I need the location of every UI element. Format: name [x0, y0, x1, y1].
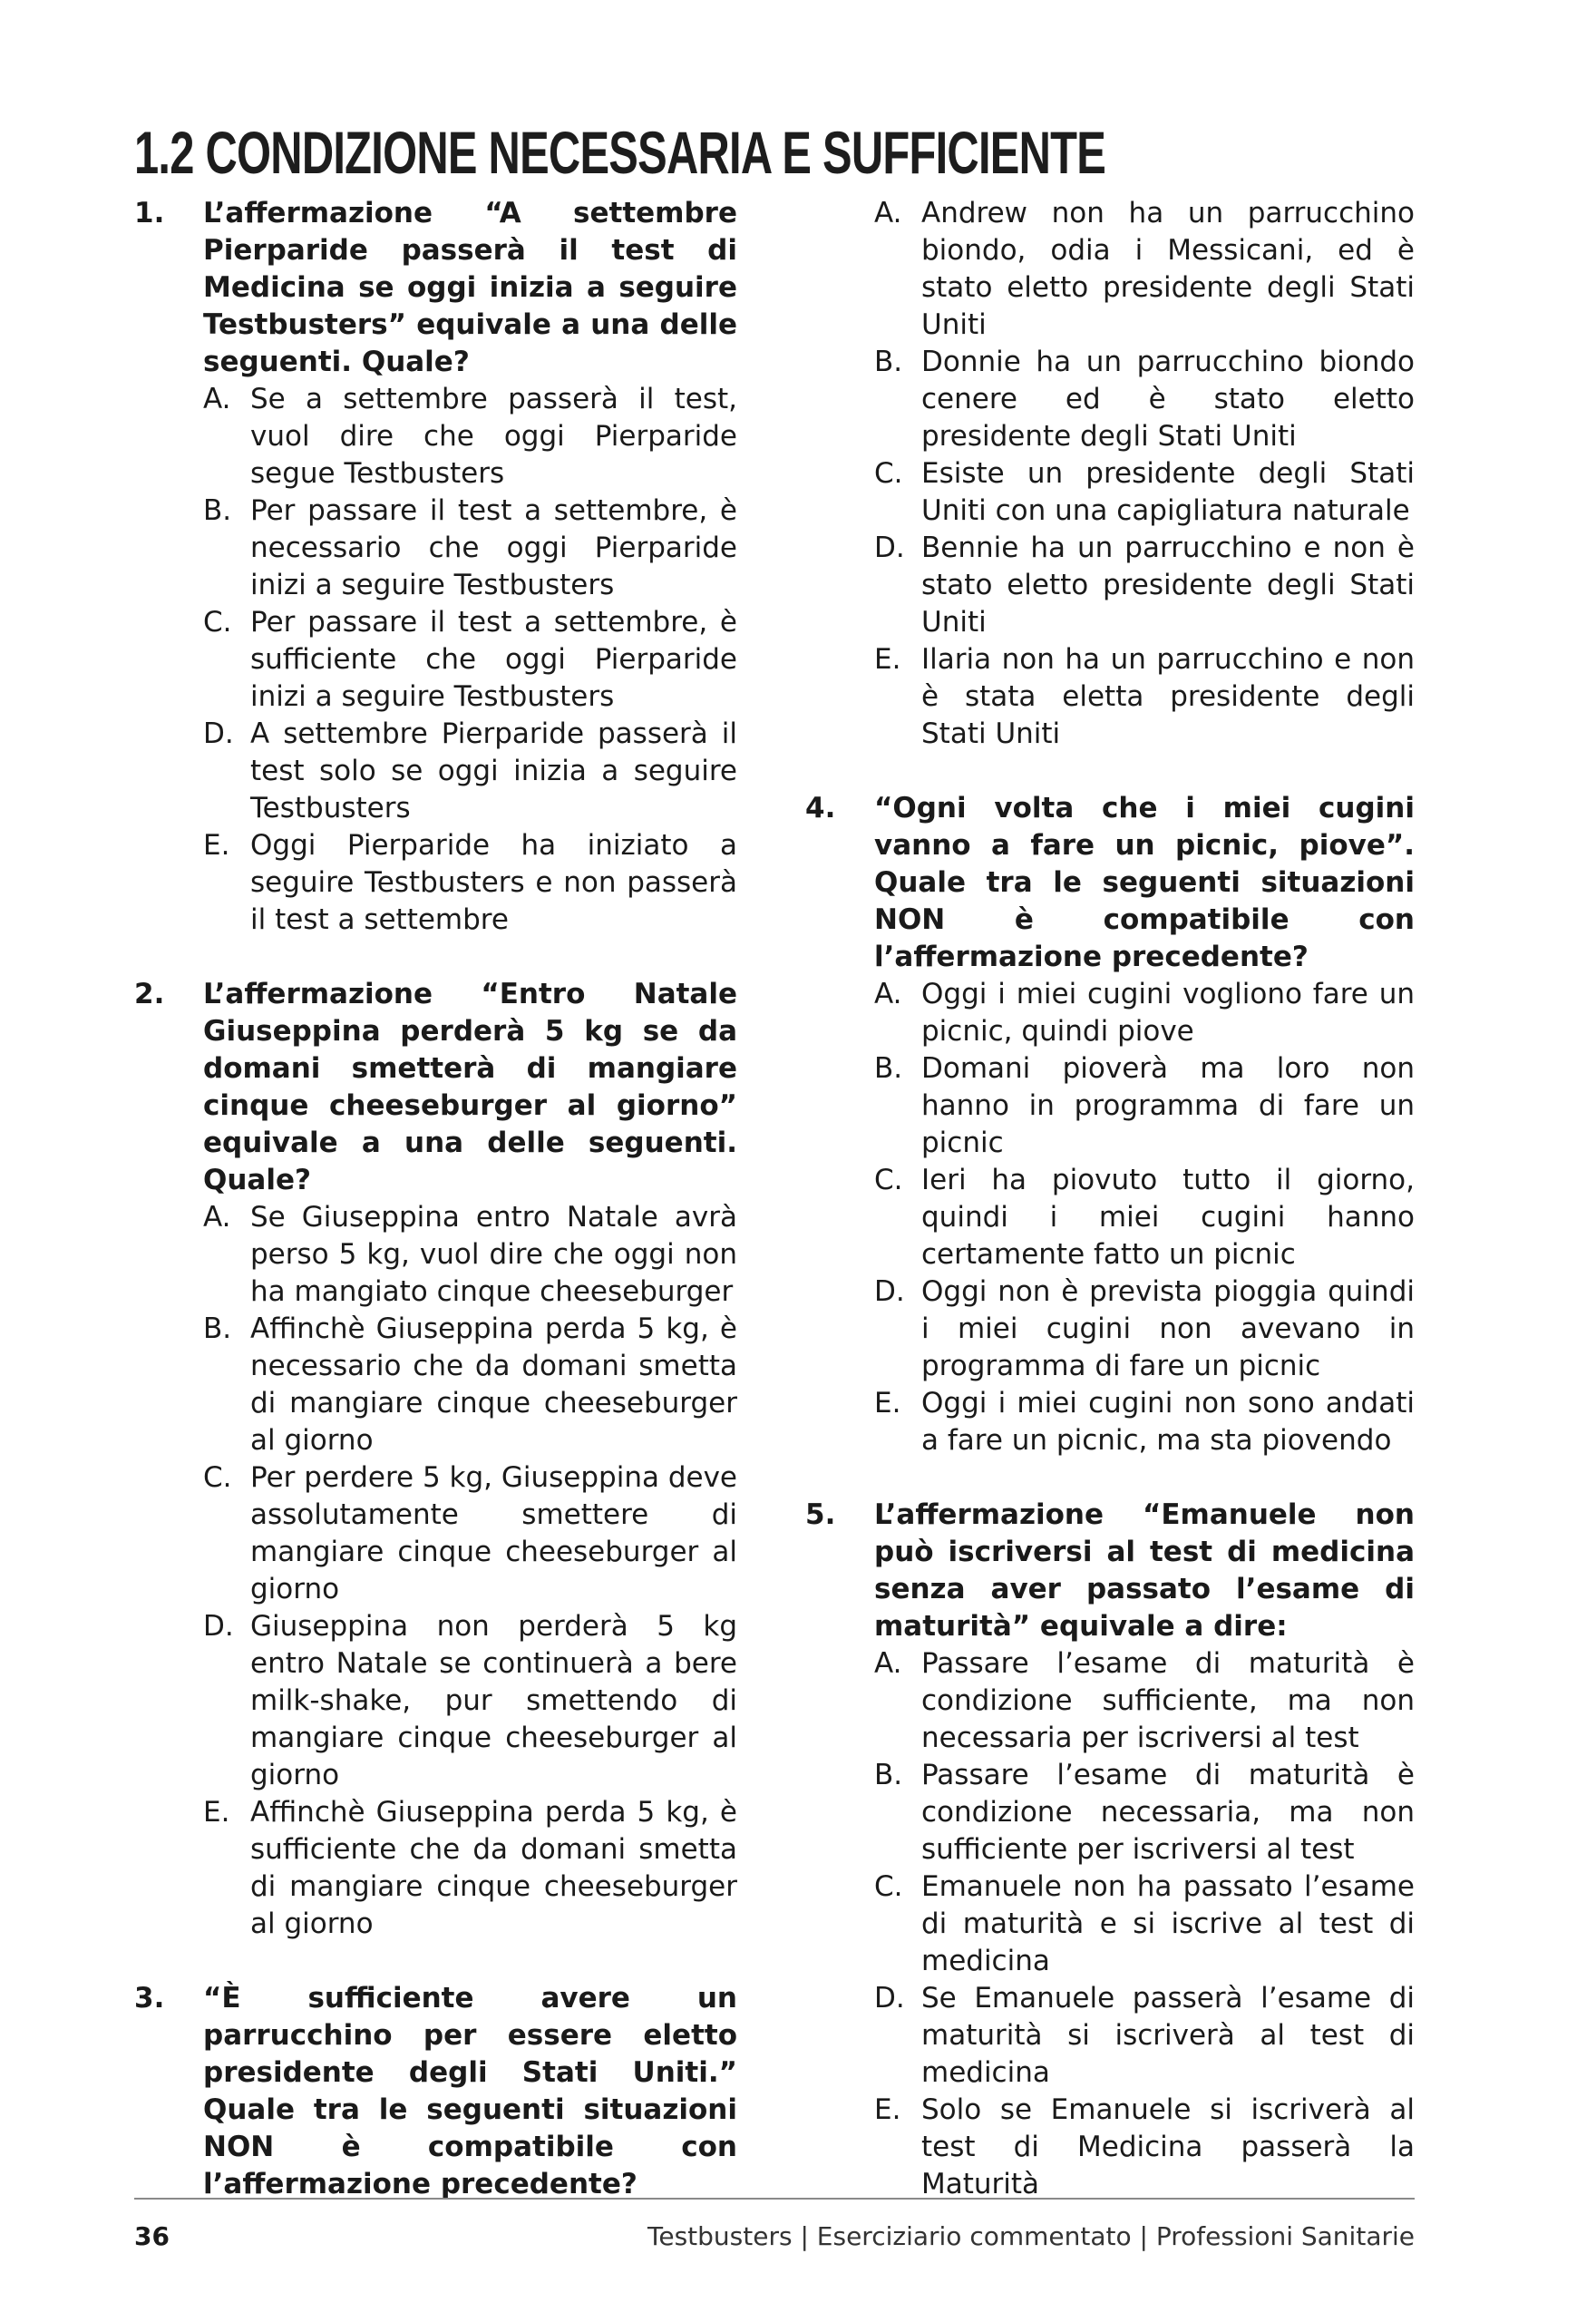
option-letter: E.: [874, 1387, 901, 1420]
answer-option-d: [874, 1273, 1415, 1385]
question-number: 2.: [134, 978, 165, 1010]
answer-options: [203, 1199, 737, 1943]
option-letter: B.: [203, 1312, 232, 1345]
option-text: Ilaria non ha un parrucchino e non è stata eletta presidente degli Stati Uniti: [921, 643, 1415, 750]
option-letter: E.: [874, 2093, 901, 2126]
question-text: “Ogni volta che i miei cugini vanno a fare un picnic, piove”. Quale tra le seguenti situazioni NON è compatibile con l’affermazione precedente?: [874, 792, 1415, 973]
answer-option-b: [203, 493, 737, 604]
option-letter: A.: [874, 978, 902, 1010]
option-text: Se Emanuele passerà l’esame di maturità si iscriverà al test di medicina: [921, 1982, 1415, 2089]
option-letter: B.: [203, 494, 232, 527]
option-text: Emanuele non ha passato l’esame di maturità e si iscrive al test di medicina: [921, 1870, 1415, 1977]
answer-option-c: [874, 1162, 1415, 1273]
option-text: Donnie ha un parrucchino biondo cenere ed è stato eletto presidente degli Stati Uniti: [921, 346, 1415, 453]
answer-option-a: [874, 976, 1415, 1050]
page-number: 36: [134, 2221, 170, 2251]
page-title: 1.2 CONDIZIONE NECESSARIA E SUFFICIENTE: [134, 119, 1106, 186]
option-text: Esiste un presidente degli Stati Uniti con una capigliatura naturale: [921, 457, 1415, 527]
option-letter: A.: [203, 1201, 231, 1234]
answer-options: [874, 976, 1415, 1459]
option-text: Se Giuseppina entro Natale avrà perso 5 kg, vuol dire che oggi non ha mangiato cinque cheeseburger: [250, 1201, 737, 1308]
option-text: Passare l’esame di maturità è condizione sufficiente, ma non necessaria per iscriversi al test: [921, 1647, 1415, 1754]
option-letter: A.: [203, 383, 231, 415]
answer-options: [874, 1645, 1415, 2203]
option-text: Affinchè Giuseppina perda 5 kg, è necessario che da domani smetta di mangiare cinque cheeseburger al giorno: [250, 1312, 737, 1457]
answer-option-d: [874, 1980, 1415, 2092]
answer-option-a: [874, 1645, 1415, 1757]
option-letter: B.: [874, 1052, 903, 1085]
option-text: Bennie ha un parrucchino e non è stato eletto presidente degli Stati Uniti: [921, 532, 1415, 639]
answer-option-d: [203, 716, 737, 827]
answer-option-e: [874, 641, 1415, 753]
answer-option-c: [874, 1868, 1415, 1980]
footer-divider: [134, 2198, 1415, 2200]
option-letter: E.: [203, 829, 230, 862]
answer-option-e: [203, 827, 737, 939]
option-letter: D.: [203, 1610, 234, 1643]
option-text: Solo se Emanuele si iscriverà al test di Medicina passerà la Maturità: [921, 2093, 1415, 2200]
answer-option-a: [874, 195, 1415, 344]
option-letter: B.: [874, 346, 903, 378]
option-text: Per passare il test a settembre, è sufficiente che oggi Pierparide inizi a seguire Testbusters: [250, 606, 737, 713]
right-column: [805, 195, 1415, 2240]
option-letter: C.: [874, 1870, 903, 1903]
option-text: Per perdere 5 kg, Giuseppina deve assolutamente smettere di mangiare cinque cheeseburger al giorno: [250, 1461, 738, 1605]
question-4: [805, 790, 1415, 1459]
option-letter: D.: [874, 1275, 905, 1308]
answer-option-e: [874, 2092, 1415, 2203]
question-number: 1.: [134, 197, 165, 229]
question-number: 4.: [805, 792, 836, 824]
option-text: Se a settembre passerà il test, vuol dire che oggi Pierparide segue Testbusters: [250, 383, 737, 490]
option-letter: C.: [203, 606, 232, 639]
answer-option-a: [203, 381, 737, 493]
question-text: L’affermazione “Emanuele non può iscriversi al test di medicina senza aver passato l’esame di maturità” equivale a dire:: [874, 1498, 1415, 1643]
option-text: Ieri ha piovuto tutto il giorno, quindi i miei cugini hanno certamente fatto un picnic: [921, 1164, 1415, 1271]
left-column: [134, 195, 737, 2240]
option-letter: E.: [874, 643, 901, 676]
question-number: 5.: [805, 1498, 836, 1531]
question-3: [134, 1980, 737, 2203]
option-letter: C.: [874, 457, 903, 490]
answer-option-a: [203, 1199, 737, 1311]
option-text: Oggi Pierparide ha iniziato a seguire Testbusters e non passerà il test a settembre: [250, 829, 737, 936]
option-letter: C.: [874, 1164, 903, 1196]
option-text: Giuseppina non perderà 5 kg entro Natale se continuerà a bere milk-shake, pur smettendo di mangiare cinque cheeseburger al giorno: [250, 1610, 737, 1791]
option-letter: E.: [203, 1796, 230, 1829]
answer-option-c: [203, 604, 737, 716]
option-letter: A.: [874, 1647, 902, 1680]
option-text: Per passare il test a settembre, è necessario che oggi Pierparide inizi a seguire Testbusters: [250, 494, 737, 601]
answer-option-c: [203, 1459, 737, 1608]
answer-option-b: [874, 1050, 1415, 1162]
option-letter: D.: [203, 717, 234, 750]
running-footer: Testbusters | Eserciziario commentato | Professioni Sanitarie: [647, 2221, 1415, 2251]
question-number: 3.: [134, 1982, 165, 2015]
option-letter: B.: [874, 1759, 903, 1791]
answer-option-d: [874, 530, 1415, 641]
option-text: A settembre Pierparide passerà il test solo se oggi inizia a seguire Testbusters: [250, 717, 737, 824]
option-text: Oggi i miei cugini non sono andati a fare un picnic, ma sta piovendo: [921, 1387, 1415, 1457]
answer-option-b: [874, 1757, 1415, 1868]
option-letter: C.: [203, 1461, 232, 1494]
question-2: [134, 976, 737, 1943]
answer-option-d: [203, 1608, 737, 1794]
option-text: Passare l’esame di maturità è condizione necessaria, ma non sufficiente per iscriversi al test: [921, 1759, 1415, 1866]
option-text: Affinchè Giuseppina perda 5 kg, è sufficiente che da domani smetta di mangiare cinque cheeseburger al giorno: [250, 1796, 737, 1940]
option-text: Oggi i miei cugini vogliono fare un picnic, quindi piove: [921, 978, 1415, 1048]
answer-options: [203, 381, 737, 939]
answer-option-b: [874, 344, 1415, 455]
question-3-options-continued: [805, 195, 1415, 753]
option-text: Oggi non è prevista pioggia quindi i miei cugini non avevano in programma di fare un picnic: [921, 1275, 1415, 1382]
answer-option-e: [203, 1794, 737, 1943]
question-text: L’affermazione “Entro Natale Giuseppina perderà 5 kg se da domani smetterà di mangiare cinque cheeseburger al giorno” equivale a una delle seguenti. Quale?: [203, 978, 737, 1196]
answer-option-b: [203, 1311, 737, 1459]
option-letter: D.: [874, 532, 905, 564]
question-text: “È sufficiente avere un parrucchino per essere eletto presidente degli Stati Uniti.” Quale tra le seguenti situazioni NON è compatibile con l’affermazione precedente?: [203, 1982, 737, 2200]
question-5: [805, 1497, 1415, 2203]
option-text: Domani pioverà ma loro non hanno in programma di fare un picnic: [921, 1052, 1415, 1159]
question-1: [134, 195, 737, 939]
question-text: L’affermazione “A settembre Pierparide passerà il test di Medicina se oggi inizia a seguire Testbusters” equivale a una delle seguenti. Quale?: [203, 197, 737, 378]
answer-option-c: [874, 455, 1415, 530]
option-text: Andrew non ha un parrucchino biondo, odia i Messicani, ed è stato eletto presidente degli Stati Uniti: [921, 197, 1415, 341]
option-letter: D.: [874, 1982, 905, 2015]
answer-options: [874, 195, 1415, 753]
answer-option-e: [874, 1385, 1415, 1459]
option-letter: A.: [874, 197, 902, 229]
